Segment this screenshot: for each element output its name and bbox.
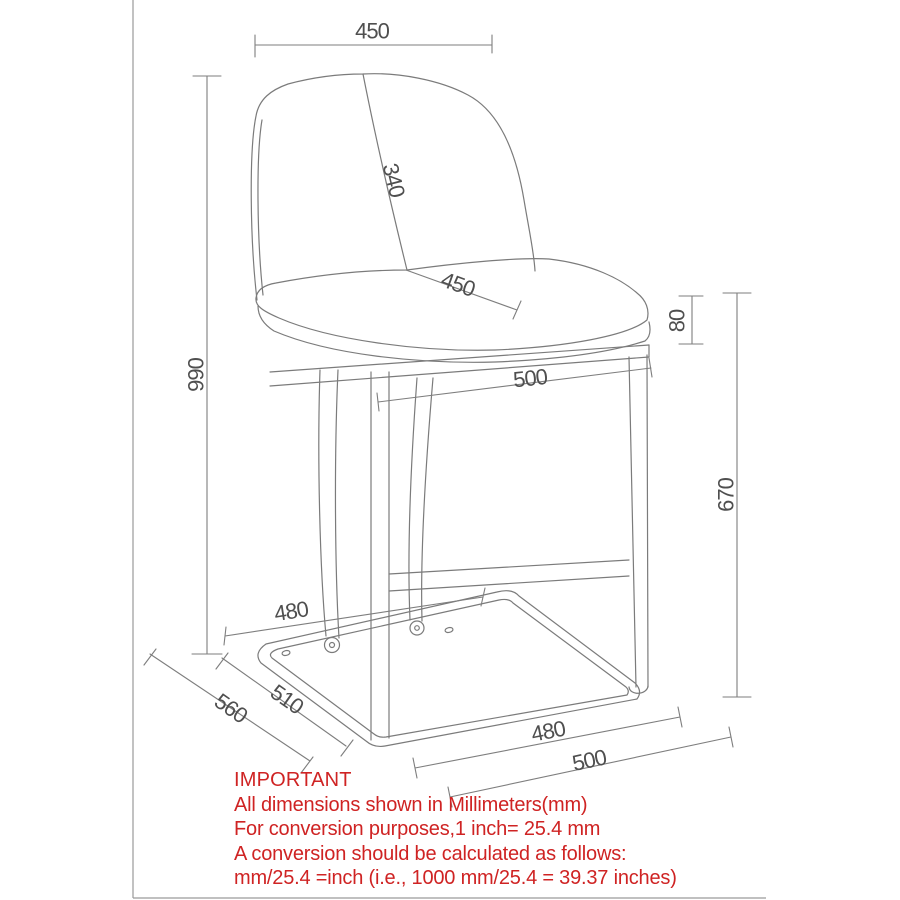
dim-base-front-inner: 480 <box>529 715 567 747</box>
underseat-rail-bottom <box>270 357 649 386</box>
dim-base-front-outer: 500 <box>569 744 609 776</box>
dim-backrest-seam-height: 340 <box>377 160 411 200</box>
dim-underseat-width: 500 <box>511 364 549 393</box>
note-line: mm/25.4 =inch (i.e., 1000 mm/25.4 = 39.37 inches) <box>234 867 677 889</box>
dimension-labels <box>184 19 739 776</box>
note-title: IMPORTANT <box>234 769 352 791</box>
rear-right-leg <box>629 355 648 687</box>
dim-backrest-width: 450 <box>355 18 389 44</box>
dim-seat-depth: 450 <box>437 266 479 302</box>
dim-base-side-inner: 480 <box>272 596 310 627</box>
dim-seat-thickness: 80 <box>664 309 690 333</box>
left-leg-rear-bolt <box>325 638 340 653</box>
left-leg-rear-bolt-center <box>330 643 335 648</box>
page-border <box>133 0 766 898</box>
backrest-inner-edge <box>258 120 263 295</box>
base-glide-left <box>282 650 291 656</box>
front-right-leg <box>371 372 389 740</box>
left-leg-front <box>409 378 433 621</box>
left-leg-front-bolt-center <box>415 626 420 631</box>
left-leg-rear <box>319 370 339 638</box>
dim-line-base-side-inner <box>224 588 485 645</box>
important-note <box>234 768 677 891</box>
seat-front-face <box>258 306 650 362</box>
note-line: A conversion should be calculated as follows: <box>234 842 627 865</box>
note-line: All dimensions shown in Millimeters(mm) <box>234 793 588 816</box>
dim-floor-to-seat-height: 670 <box>713 478 739 512</box>
dim-base-side-outer: 560 <box>209 688 252 729</box>
footrest-bar <box>389 560 629 591</box>
note-line: For conversion purposes,1 inch= 25.4 mm <box>234 818 601 840</box>
stool-line-art <box>251 74 650 747</box>
dimension-lines <box>144 35 751 807</box>
left-leg-front-bolt <box>410 621 424 635</box>
dim-overall-height: 990 <box>183 358 209 392</box>
underseat-rail-top <box>270 345 649 372</box>
dim-base-side-mid: 510 <box>265 679 308 720</box>
base-glide-right <box>445 627 454 633</box>
base-loop-outer <box>258 591 640 747</box>
